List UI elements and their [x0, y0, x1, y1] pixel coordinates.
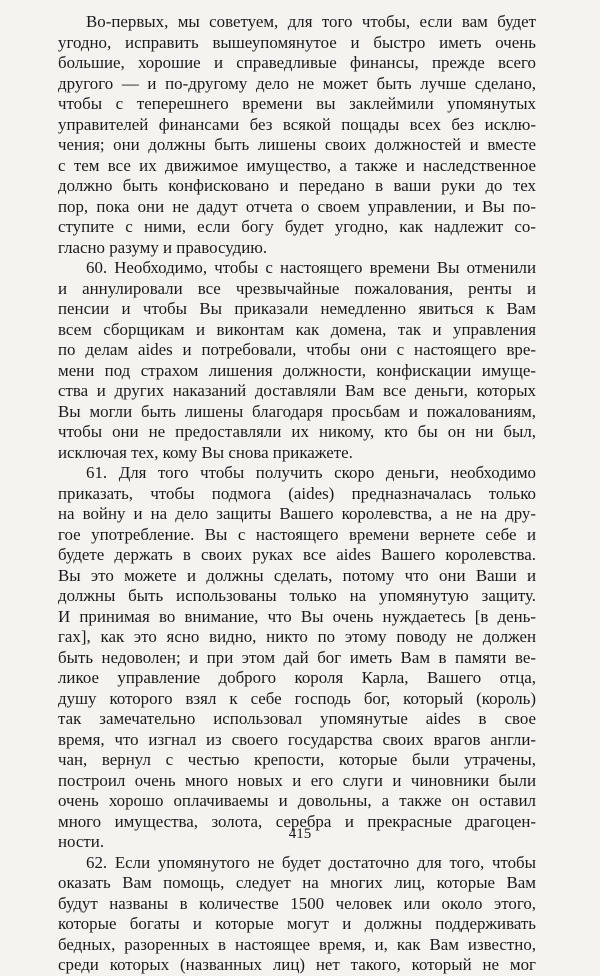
text-line: другого — и по-другому дело не может быть лучше сделано,	[58, 73, 536, 93]
text-line: среди которых (названных лиц) нет такого, который не мог	[58, 955, 536, 974]
text-line: быть недоволен; и при этом дай бог иметь Вам в памяти ве-	[58, 647, 536, 667]
text-line: по делам aides и потребовали, чтобы они с настоящего вре-	[58, 340, 536, 359]
text-line: на войну и на дело защиты Вашего королевства, а не на дру-	[58, 504, 536, 523]
text-line: гах], как это ясно видно, никто по этому поводу не должен	[58, 627, 536, 646]
paragraph-61	[58, 463, 536, 853]
text-line: 60. Необходимо, чтобы с настоящего времени Вы отменили	[86, 258, 536, 277]
text-line: всем сборщикам и виконтам как домена, так и управления	[58, 319, 536, 339]
paragraph-62	[58, 853, 536, 976]
text-line: управителей финансами без всякой пощады всех без исклю-	[58, 114, 536, 134]
text-line: 61. Для того чтобы получить скоро деньги, необходимо	[86, 463, 536, 482]
text-line: И принимая во внимание, что Вы очень нуждаетесь [в день-	[58, 606, 536, 626]
text-line: чан, вернул с честью крепости, которые были утрачены,	[58, 750, 536, 769]
text-line: гласно разуму и правосудию.	[58, 237, 268, 257]
text-line: и аннулировали все чрезвычайные пожалования, ренты и	[58, 278, 536, 298]
text-line: душу которого взял к себе господь бог, который (король)	[58, 688, 536, 708]
text-line: Во-первых, мы советуем, для того чтобы, если вам будет	[86, 12, 536, 31]
text-line: много имущества, золота, серебра и прекрасные драгоцен-	[58, 811, 536, 831]
text-line: бедных, разоренных в настоящее время, и, как Вам известно,	[58, 934, 536, 954]
text-line: чения; они должны быть лишены своих должностей и вместе	[58, 135, 536, 154]
text-line: оказать Вам помощь, следует на многих лиц, которые Вам	[58, 873, 536, 892]
text-line: большие, хорошие и справедливые финансы, прежде всего	[58, 53, 536, 72]
text-line: чтобы с теперешнего времени вы заклеймили упомянутых	[58, 94, 536, 113]
text-line: Вы это можете и должны сделать, потому что они Ваши и	[58, 565, 536, 585]
text-line: будут названы в количестве 1500 человек или около этого,	[58, 893, 536, 913]
text-line: так замечательно использовал упомянутые aides в свое	[58, 709, 536, 728]
text-line: угодно, исправить вышеупомянутое и быстро иметь очень	[58, 32, 536, 52]
paragraph-60	[58, 258, 536, 463]
text-line: ступите с ними, если богу будет угодно, как надлежит со-	[58, 217, 536, 236]
text-line: будете держать в своих руках все aides Вашего королевства.	[58, 545, 536, 564]
text-line: 62. Если упомянутого не будет достаточно для того, чтобы	[86, 852, 536, 872]
text-line: пенсии и чтобы Вы приказали немедленно явиться к Вам	[58, 299, 536, 318]
text-line: гое употребление. Вы с настоящего времени вернете себе и	[58, 524, 536, 544]
text-line: которые богаты и которые могут и должны поддерживать	[58, 914, 536, 933]
paragraph-intro	[58, 12, 536, 258]
text-line: ства и других наказаний доставляли Вам все деньги, которых	[58, 381, 536, 400]
text-line: чтобы они не предоставляли их никому, кто бы он ни был,	[58, 422, 536, 441]
text-line: должно быть конфисковано и передано в ваши руки до тех	[58, 176, 536, 195]
text-line: ликое управление доброго короля Карла, Вашего отца,	[58, 668, 536, 687]
text-line: Вы могли быть лишены благодаря просьбам и пожалованиям,	[58, 401, 536, 421]
text-line: ности.	[58, 832, 105, 851]
text-line: построил очень много новых и его слуги и чиновники были	[58, 770, 536, 790]
text-line: должны быть использованы только на упомянутую защиту.	[58, 586, 536, 605]
text-line: с тем все их движимое имущество, а также и наследственное	[58, 155, 536, 175]
text-line: время, что изгнал из своего государства своих врагов англи-	[58, 729, 536, 749]
text-line: исключая тех, кому Вы снова прикажете.	[58, 442, 353, 462]
text-line: очень хорошо оплачиваемы и довольны, а также он оставил	[58, 791, 536, 810]
page-number: 415	[288, 826, 312, 842]
text-line: мени под страхом лишения должности, конфискации имуще-	[58, 360, 536, 380]
text-line: приказать, чтобы подмога (aides) предназначалась только	[58, 483, 536, 503]
text-line: пор, пока они не дадут отчета о своем управлении, и Вы по-	[58, 196, 536, 216]
